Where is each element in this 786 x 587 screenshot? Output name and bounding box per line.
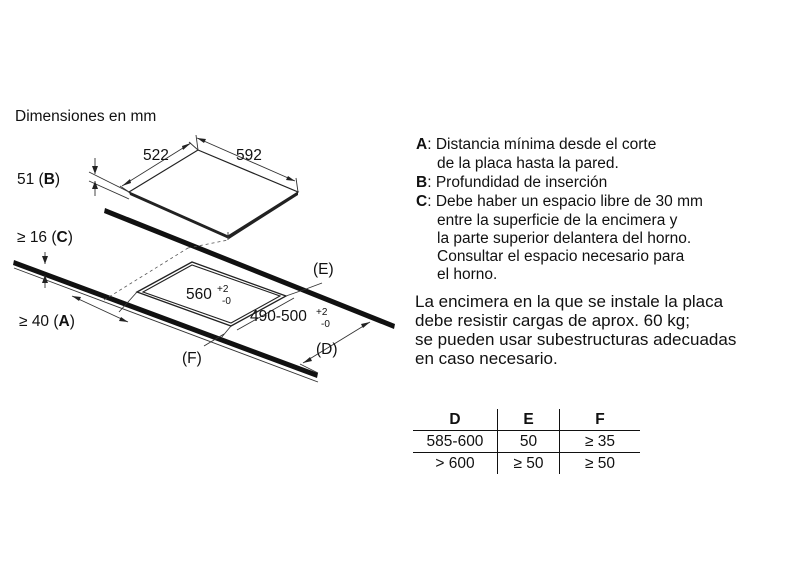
legend-item-c: C: Debe haber un espacio libre de 30 mm <box>416 193 703 210</box>
cutout-width-tol-minus: -0 <box>222 296 231 307</box>
wall-distance-label: ≥ 40 (A) <box>19 313 75 330</box>
table-header-row <box>413 409 640 431</box>
note-line: debe resistir cargas de aprox. 60 kg; <box>415 311 690 330</box>
cutout-width-tol-plus: +2 <box>217 284 229 295</box>
table-cell: 585-600 <box>413 431 498 453</box>
hob-width-label: 592 <box>236 147 262 164</box>
cutout-depth-tol-plus: +2 <box>316 307 328 318</box>
note-line: La encimera en la que se instale la placa <box>415 292 724 311</box>
hob-depth-label: 522 <box>143 147 169 164</box>
dimension-table <box>413 409 640 474</box>
note-line: se pueden usar subestructuras adecuadas <box>415 330 737 349</box>
legend-item-c-cont-4: el horno. <box>437 266 498 283</box>
cutout-depth-label: 490-500 <box>250 308 307 325</box>
table-cell: 50 <box>498 431 560 453</box>
diagram-title: Dimensiones en mm <box>15 108 157 125</box>
table-cell: > 600 <box>413 453 498 475</box>
legend-item-a-cont: de la placa hasta la pared. <box>437 155 619 172</box>
legend-item-a: A: Distancia mínima desde el corte <box>416 136 657 153</box>
table-row <box>413 453 640 475</box>
table-header-e: E <box>498 409 560 431</box>
table-cell: ≥ 50 <box>498 453 560 475</box>
e-label: (E) <box>313 261 334 278</box>
d-label: (D) <box>316 341 338 358</box>
insertion-depth-label: 51 (B) <box>17 171 61 188</box>
cutout-depth-tol-minus: -0 <box>321 319 330 330</box>
legend-item-c-cont-1: entre la superficie de la encimera y <box>437 212 678 229</box>
table-header-d: D <box>413 409 498 431</box>
legend-item-c-cont-2: la parte superior delantera del horno. <box>437 230 692 247</box>
legend-item-c-cont-3: Consultar el espacio necesario para <box>437 248 685 265</box>
cutout-width-label: 560 <box>186 286 212 303</box>
note-line: en caso necesario. <box>415 349 558 368</box>
table-header-f: F <box>595 410 605 428</box>
table-cell: ≥ 35 <box>560 431 641 453</box>
table-row <box>413 431 640 453</box>
clearance-label: ≥ 16 (C) <box>17 229 73 246</box>
f-label: (F) <box>182 350 202 367</box>
table-cell: ≥ 50 <box>560 453 641 475</box>
legend-item-b: B: Profundidad de inserción <box>416 174 608 191</box>
